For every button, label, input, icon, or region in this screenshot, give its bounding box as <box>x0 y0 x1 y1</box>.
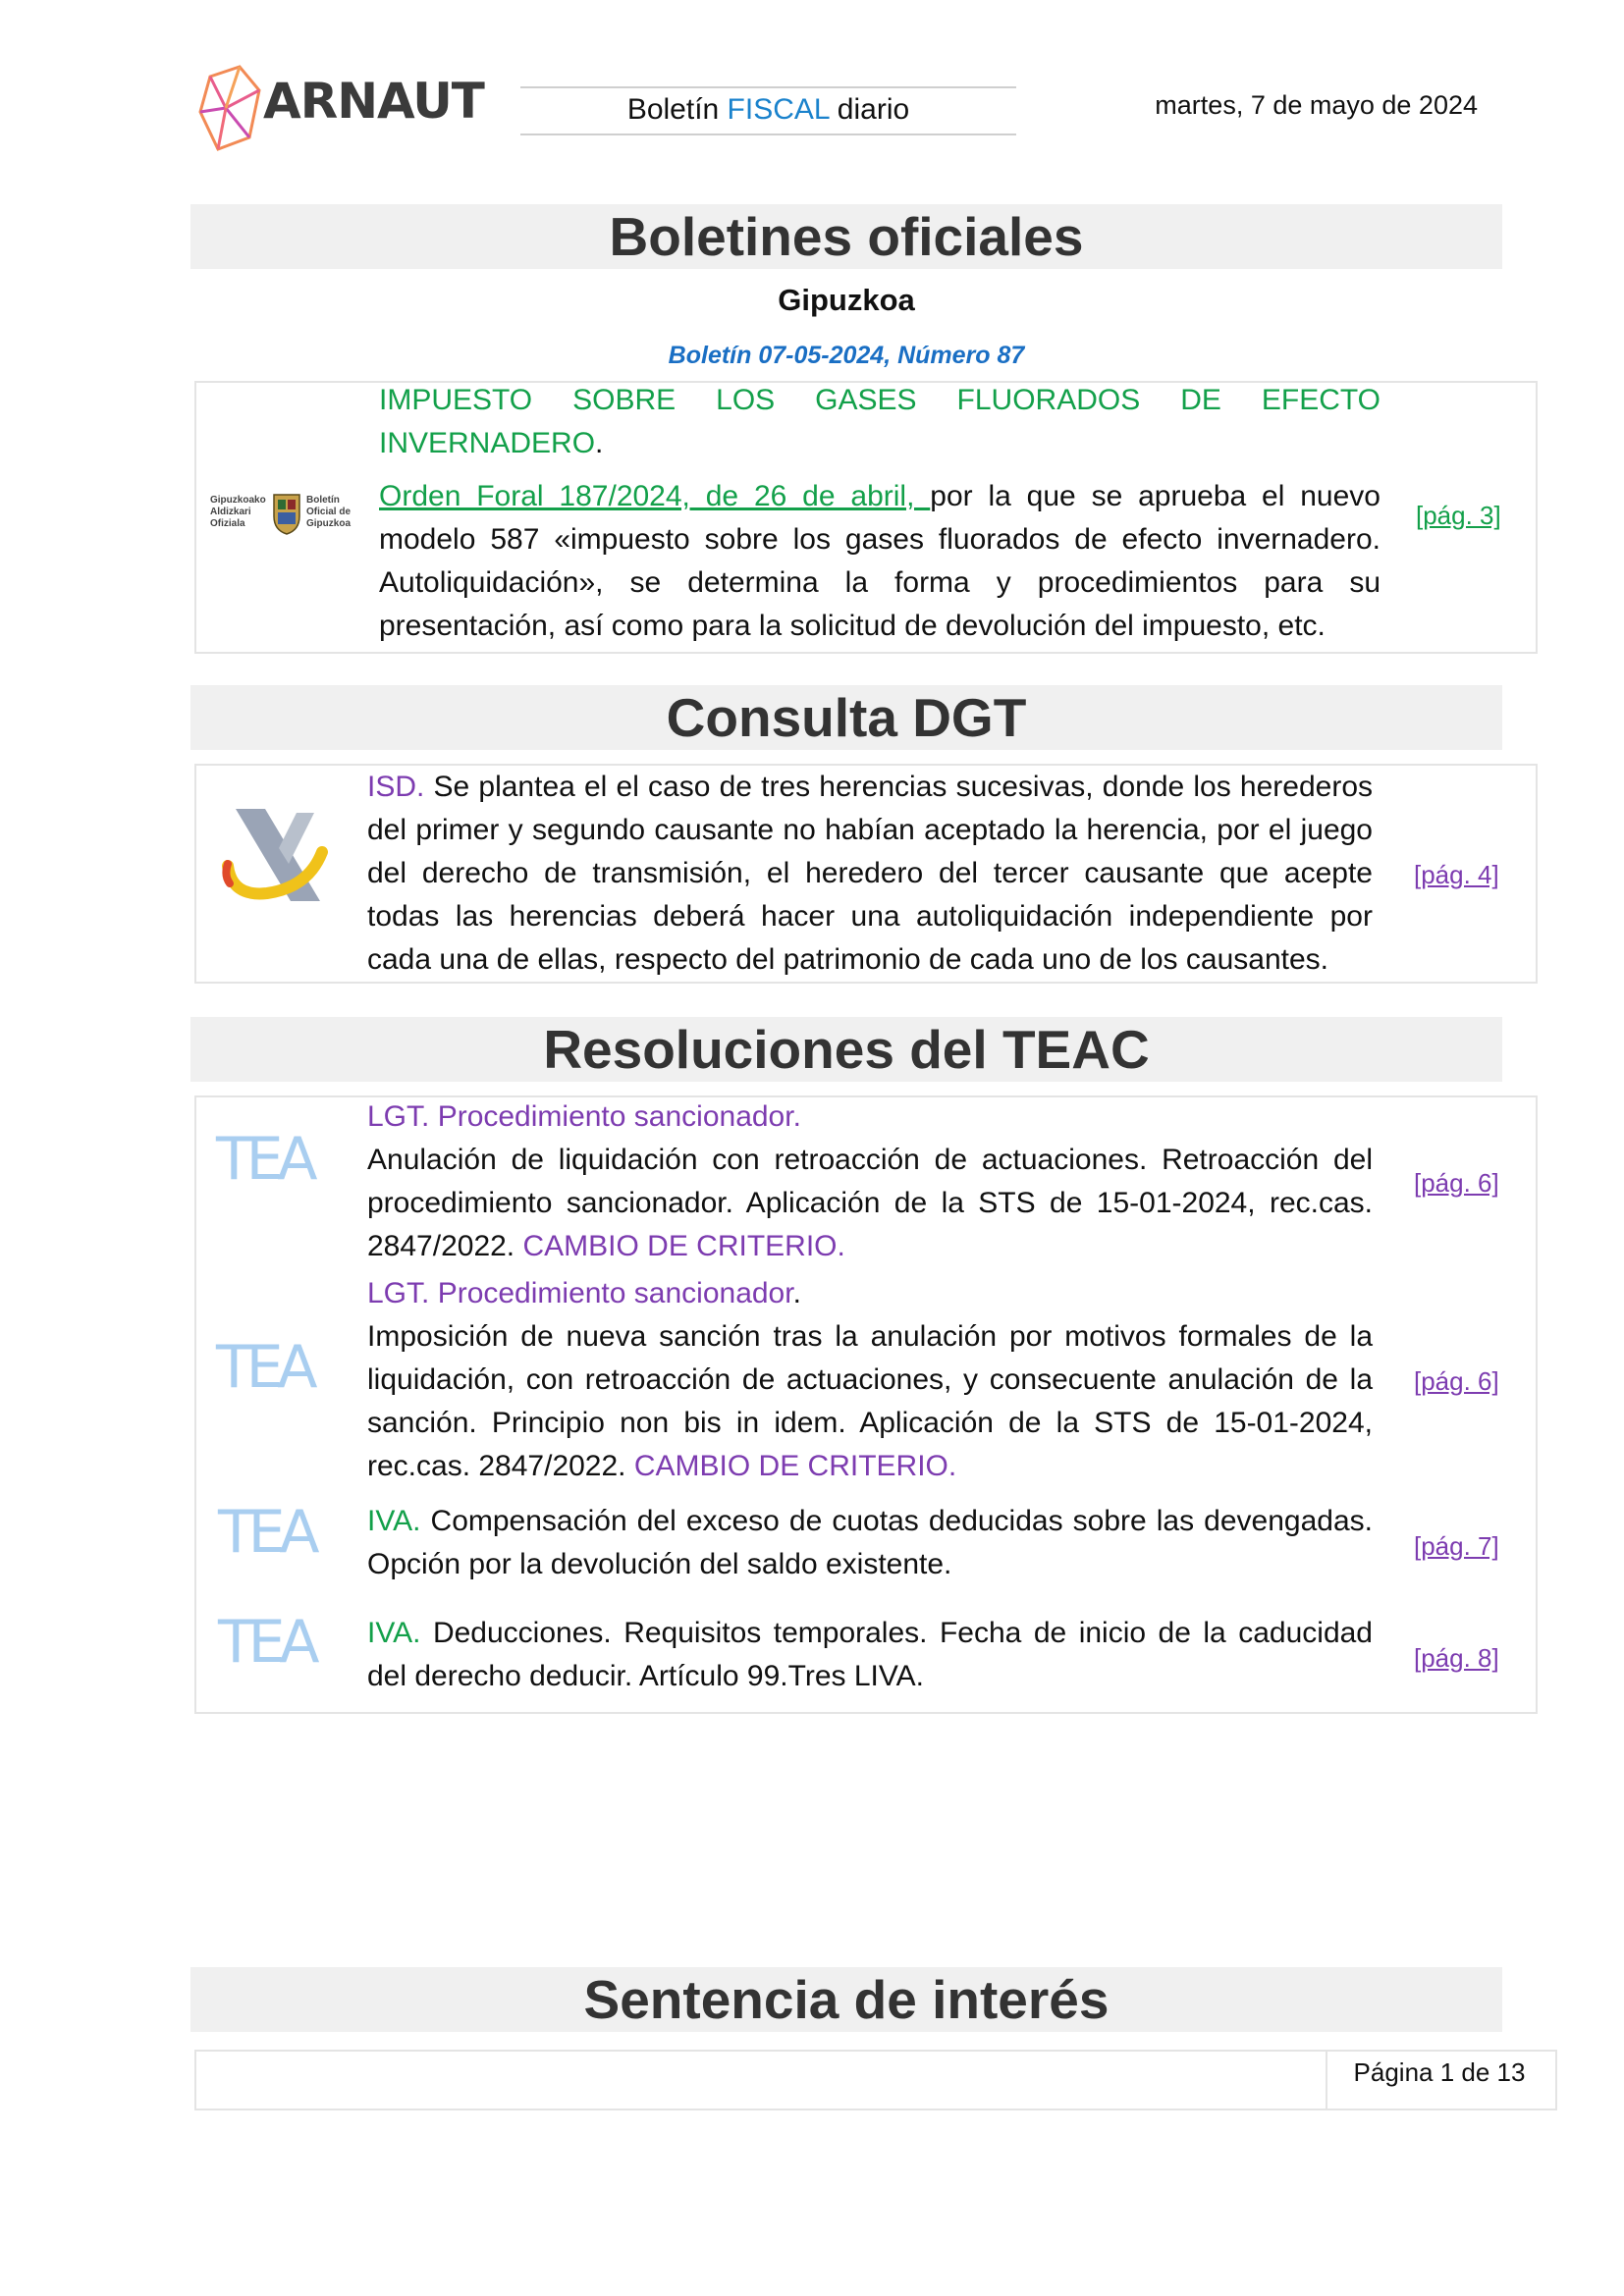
tea-logo-text: TEA <box>218 1608 314 1677</box>
aeat-logo-icon <box>218 803 334 905</box>
logo-text: ARNAUT <box>263 73 484 130</box>
gipuzkoa-logo-basque-text: Gipuzkoako Aldizkari Ofiziala <box>210 495 266 529</box>
consulta-item-text <box>367 766 1373 982</box>
page-link-3[interactable]: [pág. 3] <box>1416 501 1501 530</box>
tea-logo-text: TEA <box>218 1498 314 1567</box>
tea-logo-icon <box>218 1496 328 1569</box>
page-link-6b[interactable]: [pág. 6] <box>1414 1366 1499 1396</box>
boletin-item-body-text: por la que se aprueba el nuevo modelo 587 «impuesto sobre los gases fluorados de efecto invernadero. Autoliquidación», se determina la forma y procedimientos para su presentación, así como para la solicitud de devolución del impuesto, etc. <box>379 480 1380 642</box>
teac-item-4 <box>367 1612 1373 1698</box>
boletin-reference: Boletín 07-05-2024, Número 87 <box>668 342 1025 369</box>
page-link-4[interactable]: [pág. 4] <box>1414 860 1499 889</box>
section-title-boletines: Boletines oficiales <box>190 204 1502 269</box>
bulletin-title-accent: FISCAL <box>727 93 830 126</box>
page-link-7[interactable]: [pág. 7] <box>1414 1531 1499 1561</box>
tea-logo-icon <box>218 1606 328 1679</box>
section-title-teac: Resoluciones del TEAC <box>190 1017 1502 1082</box>
header-date: martes, 7 de mayo de 2024 <box>1155 90 1478 120</box>
teac-item-4-tag: IVA. <box>367 1617 421 1649</box>
orden-foral-link[interactable]: Orden Foral 187/2024, de 26 de abril, <box>379 480 931 512</box>
section-title-sentencia: Sentencia de interés <box>190 1967 1502 2032</box>
teac-item-3-body: Compensación del exceso de cuotas deducidas sobre las devengadas. Opción por la devolución del saldo existente. <box>367 1505 1373 1580</box>
arnaut-gem-icon <box>196 61 265 155</box>
gipuzkoa-logo-spanish-text: Boletín Oficial de Gipuzkoa <box>306 495 352 529</box>
region-heading: Gipuzkoa <box>778 283 915 317</box>
tea-logo-icon <box>216 1123 326 1196</box>
boletin-item-heading <box>379 379 1380 465</box>
arnaut-logo <box>196 61 484 155</box>
teac-item-2-tag: LGT. Procedimiento sancionador <box>367 1277 793 1309</box>
teac-item-1 <box>367 1095 1373 1268</box>
teac-item-3 <box>367 1500 1373 1586</box>
boletin-item-body <box>379 475 1380 648</box>
tea-logo-icon <box>216 1331 326 1404</box>
consulta-item-tag: ISD. <box>367 771 425 803</box>
gipuzkoa-shield-icon <box>271 491 302 536</box>
footer-divider <box>1326 2050 1327 2110</box>
teac-item-2 <box>367 1272 1373 1488</box>
bulletin-title <box>520 86 1016 135</box>
teac-item-2-body: Imposición de nueva sanción tras la anulación por motivos formales de la liquidación, con retroacción de actuaciones, y consecuente anulación de la sanción. Principio non bis in idem. Aplicación de la STS de 15-01-2024, rec.cas. 2847/2022. <box>367 1320 1373 1482</box>
gipuzkoa-logo <box>210 487 357 546</box>
section-title-consulta: Consulta DGT <box>190 685 1502 750</box>
teac-item-4-body: Deducciones. Requisitos temporales. Fecha de inicio de la caducidad del derecho deducir. Artículo 99.Tres LIVA. <box>367 1617 1373 1692</box>
consulta-item-body: Se plantea el el caso de tres herencias sucesivas, donde los herederos del primer y segundo causante no habían aceptado la herencia, por el juego del derecho de transmisión, el heredero del tercer causante que acepte todas las herencias deberá hacer una autoliquidación independiente por cada una de ellas, respecto del patrimonio de cada uno de los causantes. <box>367 771 1373 976</box>
tea-logo-text: TEA <box>216 1125 312 1194</box>
teac-item-2-criterio: CAMBIO DE CRITERIO. <box>633 1450 957 1482</box>
page-link-6a[interactable]: [pág. 6] <box>1414 1168 1499 1198</box>
teac-item-1-body: Anulación de liquidación con retroacción de actuaciones. Retroacción del procedimiento sancionador. Aplicación de la STS de 15-01-2024, rec.cas. 2847/2022. <box>367 1144 1373 1262</box>
teac-item-3-tag: IVA. <box>367 1505 421 1537</box>
page-link-8[interactable]: [pág. 8] <box>1414 1643 1499 1673</box>
page-number: Página 1 de 13 <box>1353 2057 1526 2087</box>
bulletin-title-prefix: Boletín <box>626 93 728 126</box>
teac-item-1-criterio: CAMBIO DE CRITERIO. <box>522 1230 845 1262</box>
bulletin-title-suffix: diario <box>829 93 910 126</box>
boletin-item-heading-end: . <box>595 427 604 459</box>
teac-item-2-tag-end: . <box>792 1277 801 1309</box>
teac-item-1-tag: LGT. Procedimiento sancionador. <box>367 1100 801 1133</box>
boletin-item-heading-text: IMPUESTO SOBRE LOS GASES FLUORADOS DE EFECTO INVERNADERO <box>379 384 1380 459</box>
tea-logo-text: TEA <box>216 1333 312 1402</box>
